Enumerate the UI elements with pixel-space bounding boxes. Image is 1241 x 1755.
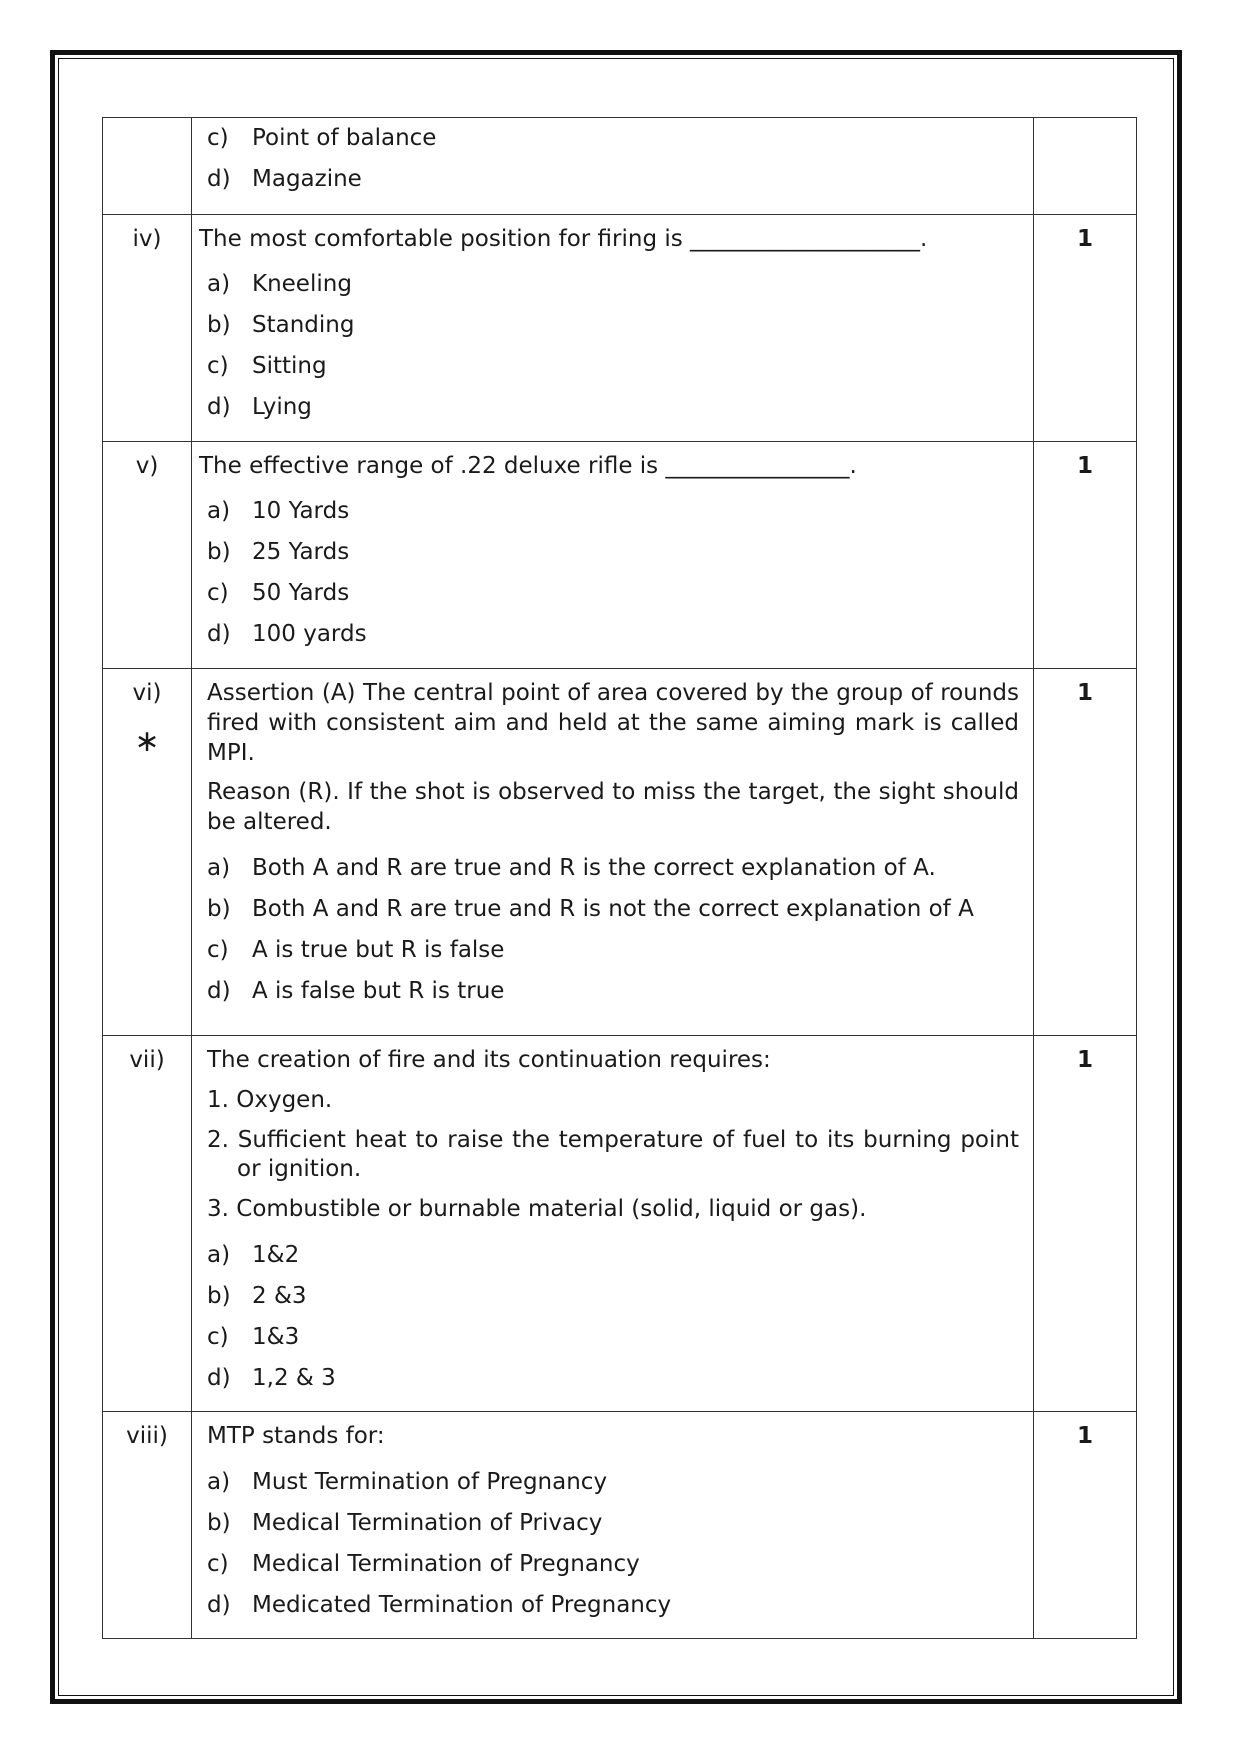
option-c [207,1544,1019,1585]
option-text: Lying [252,394,312,421]
option-c [207,347,1019,388]
option-letter: d) [207,1364,231,1391]
option-text: Medical Termination of Privacy [252,1509,603,1536]
option-text: Must Termination of Pregnancy [252,1468,608,1495]
option-c [207,574,1019,615]
option-letter: c) [207,1550,229,1577]
option-text: Both A and R are true and R is the correct explanation of A. [252,854,936,881]
question-number-label: vi) [132,679,162,706]
option-letter: c) [207,124,229,151]
option-a [207,1235,1019,1276]
assertion-text: Assertion (A) The central point of area covered by the group of rounds fired with consistent aim and held at the same aiming mark is called MPI. [207,679,1019,766]
question-stem: The creation of fire and its continuation requires: [207,1046,771,1073]
option-c [207,118,1019,159]
option-a [207,848,1019,889]
option-text: A is false but R is true [252,977,505,1004]
option-d [207,1358,1019,1399]
option-letter: d) [207,621,231,648]
option-letter: d) [207,394,231,421]
option-letter: b) [207,539,231,566]
option-letter: c) [207,1323,229,1350]
option-a [207,1462,1019,1503]
option-d [207,615,1019,656]
reason-text: Reason (R). If the shot is observed to miss the target, the sight should be altered. [207,779,1019,836]
option-letter: c) [207,353,229,380]
question-row [103,118,1137,215]
option-b [207,1503,1019,1544]
option-b [207,306,1019,347]
option-letter: a) [207,854,231,881]
question-stem: The most comfortable position for firing is ____________________. [199,226,928,252]
option-d [207,388,1019,429]
option-text: Both A and R are true and R is not the correct explanation of A [252,895,974,922]
question-row [103,215,1137,442]
option-letter: b) [207,312,231,339]
question-row [103,668,1137,1035]
option-text: 1&3 [252,1323,300,1350]
question-body [192,668,1034,1035]
option-a [207,492,1019,533]
option-text: 1,2 & 3 [252,1364,336,1391]
question-table [102,117,1137,1639]
option-b [207,1276,1019,1317]
option-text: 25 Yards [252,539,350,566]
question-stem: The effective range of .22 deluxe rifle is ________________. [199,452,857,479]
question-body [192,1035,1034,1411]
option-letter: c) [207,580,229,607]
question-body [192,1412,1034,1639]
option-text: Medicated Termination of Pregnancy [252,1591,672,1618]
option-text: Magazine [252,165,362,192]
option-a [207,265,1019,306]
question-row [103,441,1137,668]
question-body [192,215,1034,442]
option-text: A is true but R is false [252,936,505,963]
option-letter: a) [207,1468,231,1495]
statement-3: 3. Combustible or burnable material (solid, liquid or gas). [207,1196,867,1223]
marks [1034,118,1137,215]
marks: 1 [1034,441,1137,668]
question-number [103,118,192,215]
option-letter: a) [207,498,231,525]
question-number [103,668,192,1035]
option-text: 1&2 [252,1241,300,1268]
option-letter: b) [207,1282,231,1309]
question-number: v) [103,441,192,668]
marks: 1 [1034,1035,1137,1411]
marks: 1 [1034,1412,1137,1639]
question-row [103,1412,1137,1639]
option-text: 100 yards [252,621,367,648]
option-letter: d) [207,977,231,1004]
option-d [207,971,1019,1012]
option-text: 50 Yards [252,580,350,607]
option-letter: d) [207,1591,231,1618]
option-text: Kneeling [252,271,352,298]
option-text: Sitting [252,353,327,380]
marks: 1 [1034,215,1137,442]
option-letter: d) [207,165,231,192]
question-number: vii) [103,1035,192,1411]
option-c [207,930,1019,971]
option-text: Point of balance [252,124,437,151]
option-letter: a) [207,271,231,298]
option-d [207,1585,1019,1626]
option-letter: c) [207,936,229,963]
question-number: iv) [103,215,192,442]
option-text: Standing [252,312,355,339]
marks: 1 [1034,668,1137,1035]
option-text: 10 Yards [252,498,350,525]
option-d [207,159,1019,200]
question-body [192,118,1034,215]
question-row [103,1035,1137,1411]
question-body [192,441,1034,668]
option-letter: b) [207,895,231,922]
question-number: viii) [103,1412,192,1639]
option-text: Medical Termination of Pregnancy [252,1550,640,1577]
asterisk-icon: ∗ [134,723,160,759]
option-letter: a) [207,1241,231,1268]
statement-1: 1. Oxygen. [207,1086,333,1113]
option-b [207,533,1019,574]
statement-2: 2. Sufficient heat to raise the temperature of fuel to its burning point or ignition. [207,1126,1019,1183]
option-c [207,1317,1019,1358]
option-b [207,889,1019,930]
option-text: 2 &3 [252,1282,307,1309]
option-letter: b) [207,1509,231,1536]
question-stem: MTP stands for: [207,1423,385,1450]
